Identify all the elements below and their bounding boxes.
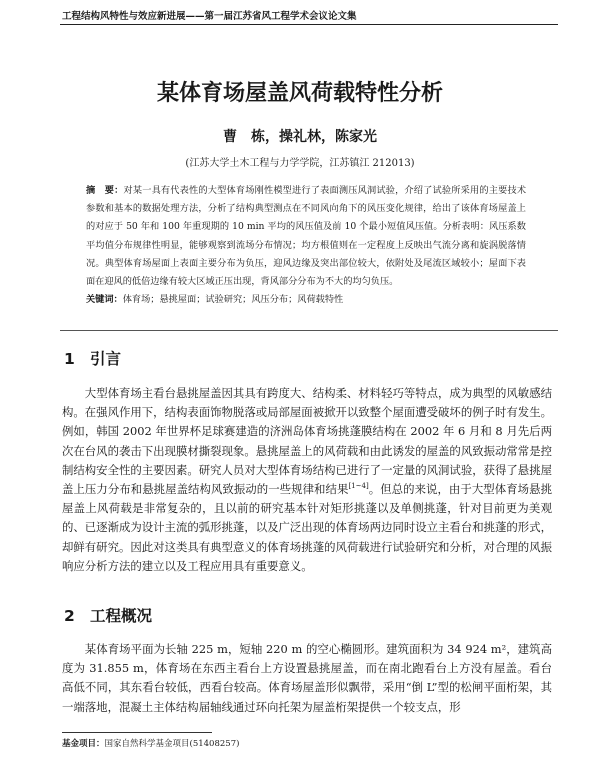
footnote-rule bbox=[62, 732, 212, 733]
section-paragraph bbox=[62, 640, 552, 717]
header-rule bbox=[60, 24, 558, 25]
footnote-label: 基金项目： bbox=[62, 739, 105, 749]
abstract bbox=[86, 182, 526, 291]
footnote-text: 国家自然科学基金项目(51408257) bbox=[104, 739, 240, 749]
paragraph-text: 某体育场平面为长轴 225 m，短轴 220 m 的空心椭圆形。建筑面积为 34 924 m²，建筑高度为 31.855 m，体育场在东西主看台上方设置悬挑屋盖，而在南北跑看台上方没有屋盖。看台高低不同，其东看台较低，西看台较高。体育场屋盖形似飘带，采用“倒 L”型的松闸平面桁架，其一端落地，混凝土主体结构届轴线通过环向托架为屋盖桁架提供一个较支点，形 bbox=[62, 642, 552, 714]
abstract-text: 对某一具有代表性的大型体育场刚性模型进行了表面测压风洞试验，介绍了试验所采用的主要技术参数和基本的数据处理方法，分析了结构典型测点在不同风向角下的风压变化规律，给出了该体育场屋盖上的对应于 50 年和 100 年重现期的 10 min 平均的风压值及前 10 个最小短值风压值。分析表明：风压系数平均值分布规律性明显，能够观察到流场分布情况；均方根值则在一定程度上反映出气流分离和旋涡脱落情况。典型体育场屋面上表面主要分布为负压，迎风边缘及突出部位较大，依附处及尾流区域较小；屋面下表面在迎风的低倍边缘有较大区域正压出现，背风部分分布为不大的均匀负压。 bbox=[86, 185, 527, 288]
abstract-label: 摘 要： bbox=[86, 185, 124, 196]
abstract-divider bbox=[60, 330, 558, 331]
section-title: 工程概况 bbox=[90, 607, 153, 625]
abstract-block bbox=[86, 182, 526, 309]
author-affiliation: (江苏大学土木工程与力学学院，江苏镇江 212013) bbox=[185, 158, 415, 169]
paper-title: 某体育场屋盖风荷载特性分析 bbox=[156, 81, 443, 106]
section-heading-introduction bbox=[64, 347, 121, 369]
paragraph-text-continued: 。但总的来说，由于大型体育场悬挑屋盖上风荷载是非常复杂的，且以前的研究基本针对矩形挑蓬以及单侧挑蓬，针对目前更为美观的、已逐渐成为设计主流的弧形挑蓬，以及广泛出现的体育场两边同时设立主看台和挑蓬的形式，却鲜有研究。因此对这类具有典型意义的体育场挑蓬的风荷载进行试验研究和分析，对合理的风振响应分析方法的建立以及工程应用具有重要意义。 bbox=[62, 482, 552, 573]
section-heading-engineering-overview bbox=[64, 604, 152, 626]
citation-reference: [1~4] bbox=[348, 482, 369, 491]
paper-authors: 曹 栋，操礼林，陈家光 bbox=[223, 129, 377, 145]
footnote bbox=[62, 737, 239, 749]
keywords-label: 关键词： bbox=[86, 294, 123, 306]
paragraph-text: 大型体育场主看台悬挑屋盖因其具有跨度大、结构柔、材料轻巧等特点，成为典型的风敏感结构。在强风作用下，结构表面饰物脱落或局部屋面被掀开以致整个屋面遭受破坏的例子时有发生。例如，韩国 2002 年世界杯足球赛建造的济洲岛体育场挑蓬膜结构在 2002 年 6 月和 8 月先后两次在台风的袭击下出现膜材撕裂现象。悬挑屋盖上的风荷载和由此诱发的屋盖的风致振动常常是控制结构安全性的主要因素。研究人员对大型体育场结构已进行了一定量的风洞试验，获得了悬挑屋盖上压力分布和悬挑屋盖结构风致振动的一些规律和结果 bbox=[62, 386, 552, 497]
keywords-text: 体育场；悬挑屋面；试验研究；风压分布；风荷载特性 bbox=[122, 294, 344, 306]
section-number: 2 bbox=[64, 607, 75, 625]
section-title: 引言 bbox=[90, 350, 122, 368]
running-header: 工程结构风特性与效应新进展——第一届江苏省风工程学术会议论文集 bbox=[62, 11, 357, 22]
keywords bbox=[86, 291, 526, 309]
section-paragraph bbox=[62, 384, 552, 576]
section-number: 1 bbox=[64, 350, 75, 368]
